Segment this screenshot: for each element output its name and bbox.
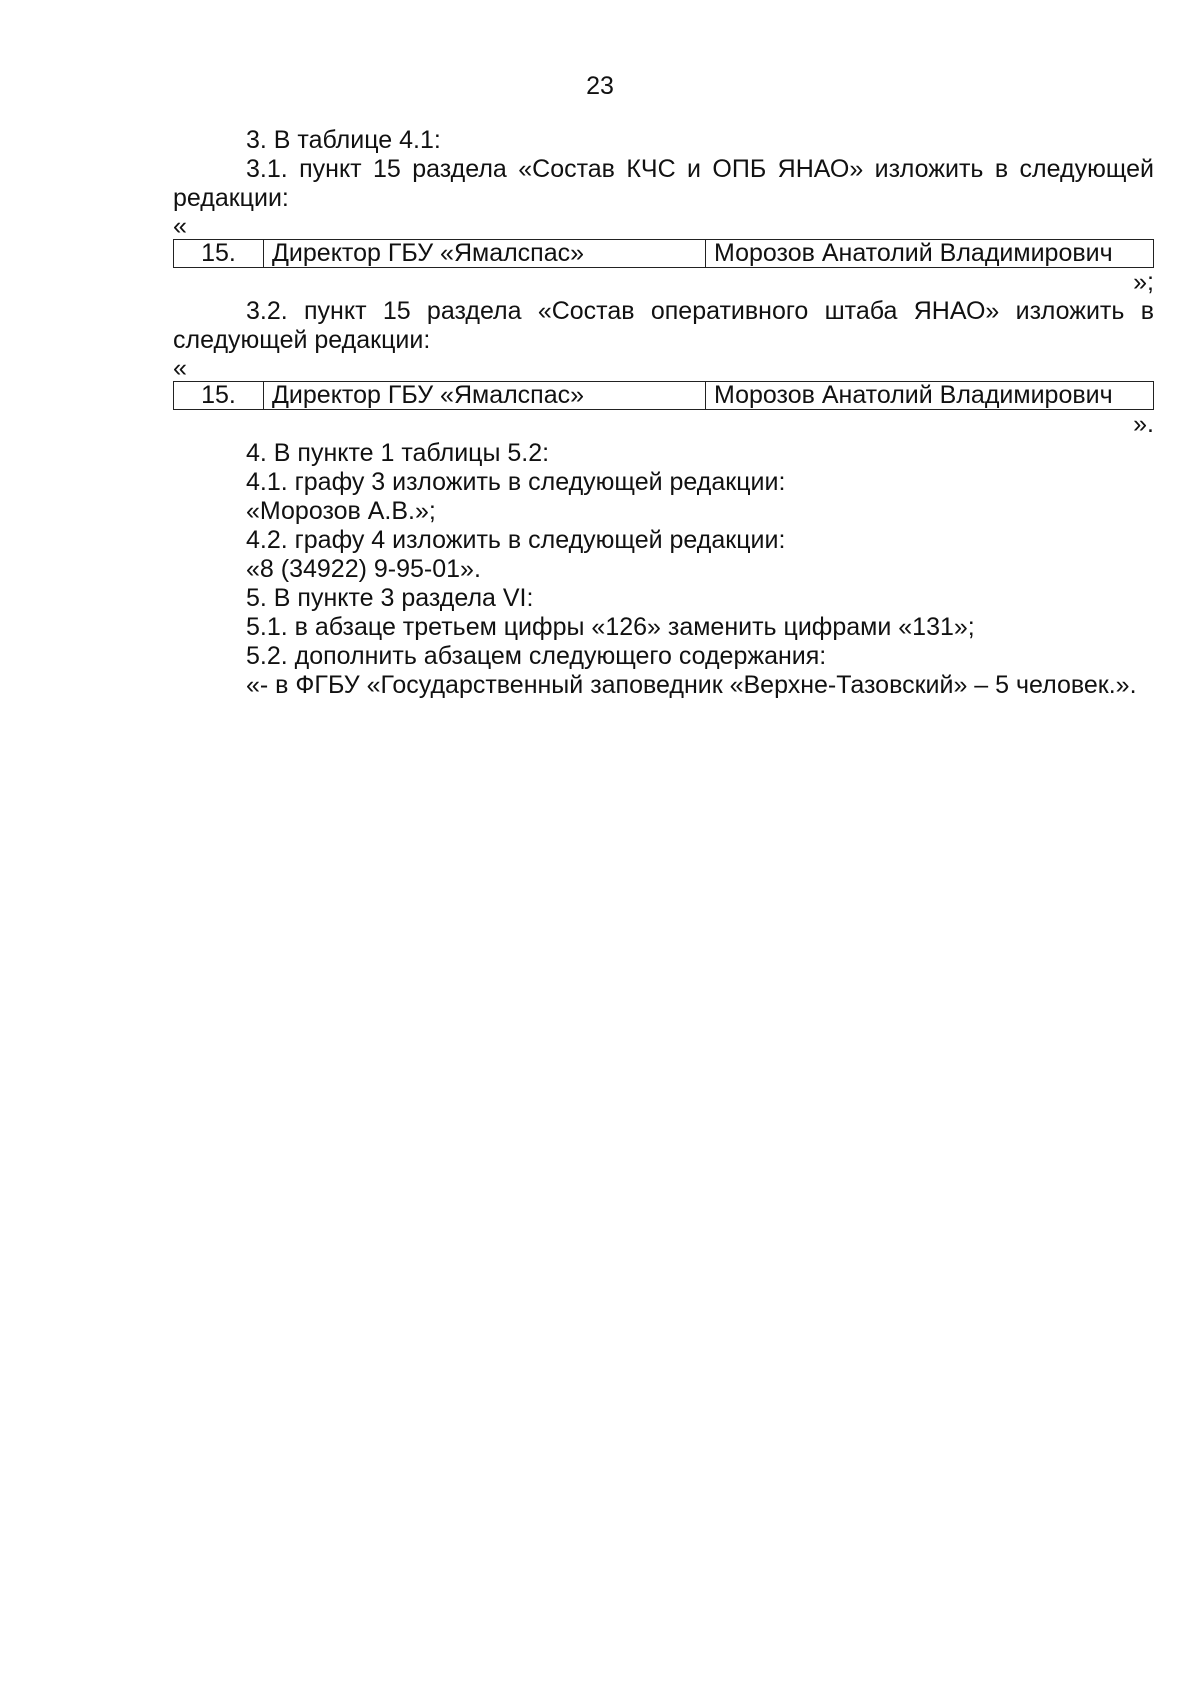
table1-number-cell: 15. [174, 240, 264, 268]
paragraph-3-2: 3.2. пункт 15 раздела «Состав оперативного штаба ЯНАО» изложить в следующей редакции: [173, 297, 1154, 354]
table2 [173, 381, 1154, 410]
table2-open-quote: « [173, 354, 187, 382]
table-row [174, 240, 1154, 268]
table1-name-cell: Морозов Анатолий Владимирович [706, 240, 1154, 268]
table1-open-quote: « [173, 212, 187, 240]
paragraph-4-1-value: «Морозов А.В.»; [246, 497, 436, 525]
table2-close-quote: ». [1133, 410, 1154, 438]
paragraph-4: 4. В пункте 1 таблицы 5.2: [246, 439, 550, 467]
paragraph-4-2: 4.2. графу 4 изложить в следующей редакции: [246, 526, 786, 554]
table1-close-quote: »; [1133, 268, 1154, 296]
paragraph-5-2: 5.2. дополнить абзацем следующего содержания: [246, 642, 827, 670]
table2-position-cell: Директор ГБУ «Ямалспас» [264, 382, 706, 410]
paragraph-5-1: 5.1. в абзаце третьем цифры «126» заменить цифрами «131»; [246, 613, 975, 641]
paragraph-5-2-value: «- в ФГБУ «Государственный заповедник «Верхне-Тазовский» – 5 человек.». [246, 671, 1137, 699]
page-number: 23 [586, 72, 614, 100]
document-body [173, 126, 1154, 700]
table-row [174, 382, 1154, 410]
paragraph-3: 3. В таблице 4.1: [246, 126, 441, 154]
paragraph-4-2-value: «8 (34922) 9-95-01». [246, 555, 481, 583]
table1-position-cell: Директор ГБУ «Ямалспас» [264, 240, 706, 268]
table2-name-cell: Морозов Анатолий Владимирович [706, 382, 1154, 410]
paragraph-3-1: 3.1. пункт 15 раздела «Состав КЧС и ОПБ ЯНАО» изложить в следующей редакции: [173, 155, 1154, 212]
table1 [173, 239, 1154, 268]
table2-number-cell: 15. [174, 382, 264, 410]
paragraph-4-1: 4.1. графу 3 изложить в следующей редакции: [246, 468, 786, 496]
paragraph-5: 5. В пункте 3 раздела VI: [246, 584, 534, 612]
